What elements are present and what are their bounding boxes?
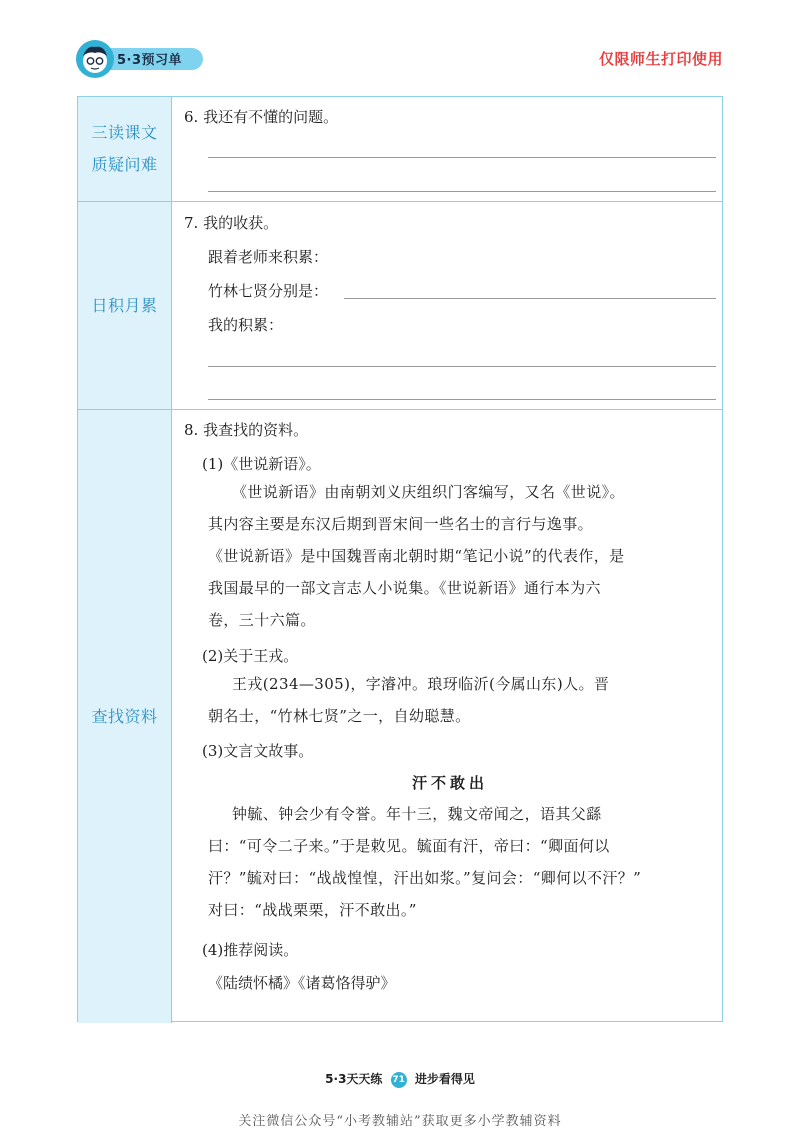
footer-slogan: 进步看得见 xyxy=(414,1072,475,1086)
story-line: 对曰：“战战栗栗，汗不敢出。” xyxy=(208,901,417,919)
row-accumulate xyxy=(78,202,722,410)
story-line: 汗？”毓对曰：“战战惶惶，汗出如浆。”复问会：“卿何以不汗？” xyxy=(208,869,642,887)
item1-line: 卷，三十六篇。 xyxy=(208,611,316,629)
row-label-accumulate xyxy=(78,202,172,409)
my-accumulation-label: 我的积累： xyxy=(208,316,284,334)
brand-logo xyxy=(75,39,205,79)
item1-line: 《世说新语》是中国魏晋南北朝时期“笔记小说”的代表作，是 xyxy=(208,547,625,565)
label-line: 日积月累 xyxy=(91,295,158,315)
seven-sages-label: 竹林七贤分别是： xyxy=(208,282,329,300)
page-header xyxy=(0,0,800,80)
story-title: 汗不敢出 xyxy=(412,774,489,792)
item4-title: (4)推荐阅读。 xyxy=(202,941,299,959)
item3-title: (3)文言文故事。 xyxy=(202,742,314,760)
research-content xyxy=(172,410,722,1023)
item1-line: 其内容主要是东汉后期到晋宋间一些名士的言行与逸事。 xyxy=(208,515,594,533)
research-prompt: 8. 我查找的资料。 xyxy=(184,421,309,439)
mascot-icon xyxy=(75,39,115,79)
footer-series: 5·3天天练 xyxy=(325,1072,383,1086)
item2-title: (2)关于王戎。 xyxy=(202,647,299,665)
row-label-questions xyxy=(78,97,172,201)
page-number: 71 xyxy=(391,1072,407,1088)
answer-line[interactable] xyxy=(208,366,716,367)
recommended-reading: 《陆绩怀橘》《诸葛恪得驴》 xyxy=(208,974,396,992)
row-label-research xyxy=(78,410,172,1023)
usage-restriction: 仅限师生打印使用 xyxy=(598,50,723,68)
answer-line[interactable] xyxy=(208,157,716,158)
item1-title: (1)《世说新语》。 xyxy=(202,455,321,473)
label-line: 三读课文 xyxy=(91,123,158,142)
row-research xyxy=(78,410,722,1023)
story-line: 曰：“可令二子来。”于是敕见。毓面有汗，帝曰：“卿面何以 xyxy=(208,837,610,855)
answer-line[interactable] xyxy=(208,191,716,192)
story-line: 钟毓、钟会少有令誉。年十三，魏文帝闻之，语其父繇 xyxy=(232,805,602,823)
item1-line: 我国最早的一部文言志人小说集。《世说新语》通行本为六 xyxy=(208,579,601,597)
label-line: 质疑问难 xyxy=(91,155,158,174)
item2-line: 王戎(234—305)，字濬冲。琅玡临沂(今属山东)人。晋 xyxy=(232,675,610,693)
brand-badge-text: 5·3预习单 xyxy=(117,53,183,68)
worksheet-table xyxy=(77,96,723,1022)
item1-line: 《世说新语》由南朝刘义庆组织门客编写，又名《世说》。 xyxy=(232,483,625,501)
questions-content xyxy=(172,97,722,201)
harvest-prompt: 7. 我的收获。 xyxy=(184,214,279,232)
row-questions xyxy=(78,97,722,202)
wechat-notice: 关注微信公众号“小考教辅站”获取更多小学教辅资料 xyxy=(238,1114,562,1129)
accumulate-content xyxy=(172,202,722,409)
item2-line: 朝名士，“竹林七贤”之一，自幼聪慧。 xyxy=(208,707,471,725)
answer-line[interactable] xyxy=(208,399,716,400)
follow-teacher-label: 跟着老师来积累： xyxy=(208,248,329,266)
page-footer xyxy=(0,1070,800,1088)
question-prompt: 6. 我还有不懂的问题。 xyxy=(184,108,339,126)
label-line: 查找资料 xyxy=(91,706,158,726)
seven-sages-answer-line[interactable] xyxy=(344,298,716,299)
